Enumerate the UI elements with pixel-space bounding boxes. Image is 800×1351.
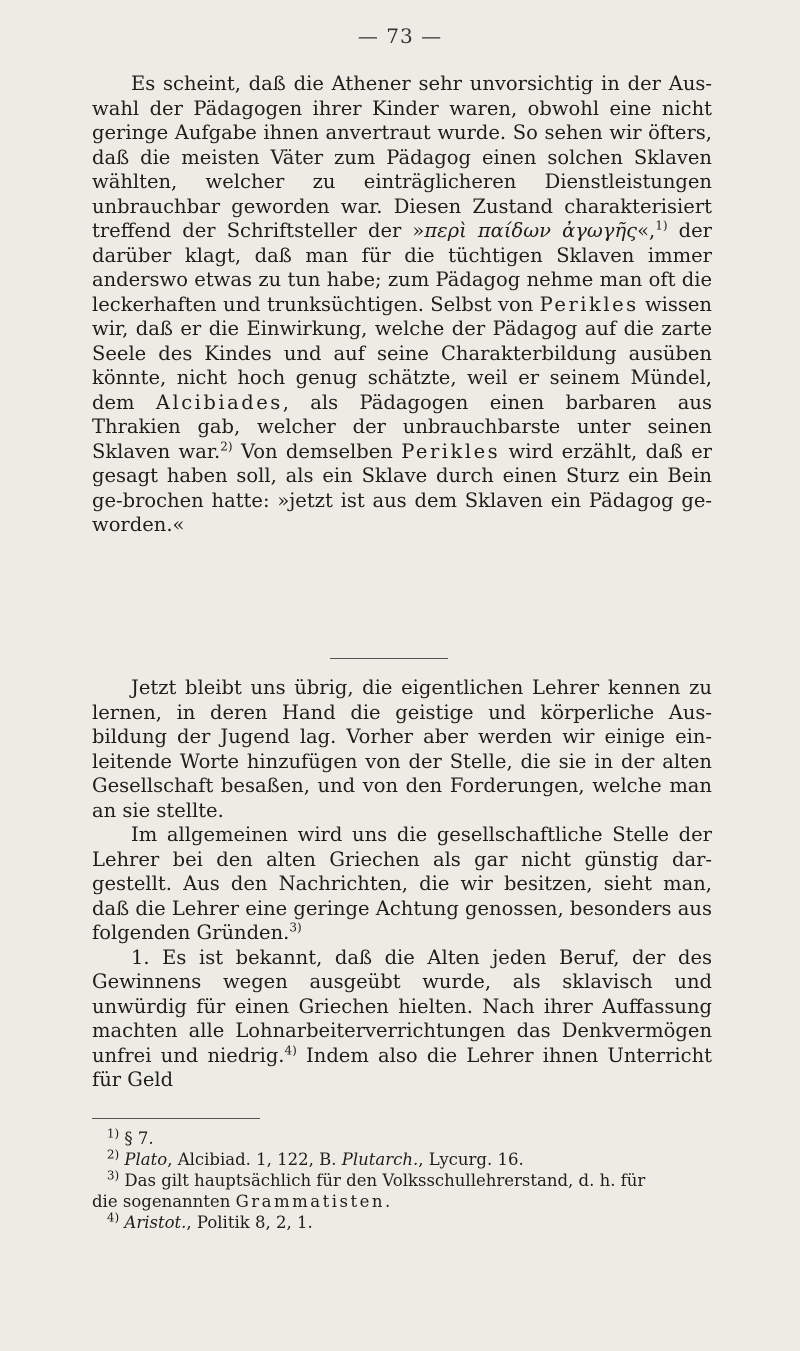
footnote-author: Plato: [124, 1150, 168, 1169]
text-run: wissen wir, daß er die Einwirkung, welche der Pädagog auf die zarte Seele des Kindes und auf seine Charakterbildung ausüben könnte, nicht hoch genug schätzte, weil er seinem Mündel, dem: [92, 292, 712, 414]
paragraph-reason-1: [92, 946, 712, 1093]
footnote-author: Aristot.: [124, 1213, 187, 1232]
footnote-text: Das gilt hauptsächlich für den Volksschullehrerstand, d. h. für: [119, 1171, 646, 1190]
footnote-3: [92, 1170, 712, 1191]
footnote-3-continuation: [92, 1191, 712, 1212]
footnote-ref-1: 1): [655, 218, 668, 233]
main-text-upper: [92, 72, 712, 538]
footnote-text: , Politik 8, 2, 1.: [186, 1213, 313, 1232]
footnote-text: .: [385, 1192, 391, 1211]
name-perikles: Perikles: [539, 292, 639, 316]
text-run: der darüber klagt, daß man für die tüchtigen Sklaven immer anderswo etwas zu tun habe; zum Pädagog nehme man oft die leckerhaften und trunksüchtigen. Selbst von: [92, 219, 712, 316]
footnote-1: [92, 1128, 712, 1149]
footnote-mark: 2): [106, 1147, 120, 1162]
footnote-author: Plutarch.: [341, 1150, 419, 1169]
footnote-text: , Lycurg. 16.: [418, 1150, 524, 1169]
main-text-lower: [92, 676, 712, 1093]
footnote-mark: 1): [106, 1126, 120, 1141]
text-run: Es scheint, daß die Athener sehr unvorsichtig in der Aus-wahl der Pädagogen ihrer Kinder waren, obwohl eine nicht geringe Aufgabe ihnen anvertraut wurde. So sehen wir öfters, daß die meisten Väter zum Pädagog einen solchen Sklaven wählten, welcher zu einträglicheren Dienstleistungen unbrauchbar geworden war. Diesen Zustand charakterisiert treffend der Schriftsteller der »: [92, 72, 712, 242]
footnote-term: Grammatisten: [235, 1192, 385, 1211]
footnote-rule: [92, 1118, 260, 1119]
footnote-mark: 3): [106, 1168, 120, 1183]
text-run: Im allgemeinen wird uns die gesellschaftliche Stelle der Lehrer bei den alten Griechen als gar nicht günstig dar-gestellt. Aus den Nachrichten, die wir besitzen, sieht man, daß die Lehrer eine geringe Achtung genossen, besonders aus folgenden Gründen.: [92, 823, 712, 944]
text-run: , als Pädagogen einen barbaren aus Thrakien gab, welcher der unbrauchbarste unter seinen Sklaven war.: [92, 390, 712, 463]
text-run: 1. Es ist bekannt, daß die Alten jeden Beruf, der des Gewinnens wegen ausgeübt wurde, als sklavisch und unwürdig für einen Griechen hielten. Nach ihrer Auffassung machten alle Lohnarbeiterverrichtungen das Denkvermögen unfrei und niedrig.: [92, 945, 712, 1067]
page-number: — 73 —: [357, 24, 443, 48]
greek-title: περὶ παίδων ἀγωγῆς: [424, 219, 638, 242]
footnote-mark: 4): [106, 1210, 120, 1225]
name-alcibiades: Alcibiades: [155, 390, 283, 414]
footnote-text: § 7.: [119, 1129, 154, 1148]
footnote-2: [92, 1149, 712, 1170]
footnote-text: , Alcibiad. 1, 122, B.: [167, 1150, 342, 1169]
footnote-ref-4: 4): [284, 1043, 297, 1057]
paragraph-pedagogues: [92, 72, 712, 538]
text-run: Indem also die Lehrer ihnen Unterricht für Geld: [92, 1043, 712, 1091]
footnote-ref-3: 3): [289, 920, 302, 935]
footnotes: [92, 1128, 712, 1233]
text-run: wird erzählt, daß er gesagt haben soll, als ein Sklave durch einen Sturz ein Bein ge-brochen hatte: »jetzt ist aus dem Sklaven ein Pädagog ge-worden.«: [92, 439, 712, 536]
paragraph-teachers-intro: Jetzt bleibt uns übrig, die eigentlichen Lehrer kennen zu lernen, in deren Hand die geistige und körperliche Aus-bildung der Jugend lag. Vorher aber werden wir einige ein-leitende Worte hinzufügen von der Stelle, die sie in der alten Gesellschaft besaßen, und von den Forderungen, welche man an sie stellte.: [92, 676, 712, 822]
footnote-text: die sogenannten: [92, 1192, 236, 1211]
section-divider: [330, 658, 448, 659]
name-perikles: Perikles: [401, 439, 501, 463]
text-run: Von demselben: [232, 439, 402, 463]
paragraph-social-position: [92, 823, 712, 946]
footnote-ref-2: 2): [220, 439, 233, 453]
footnote-4: [92, 1212, 712, 1233]
text-run: «,: [637, 219, 656, 242]
